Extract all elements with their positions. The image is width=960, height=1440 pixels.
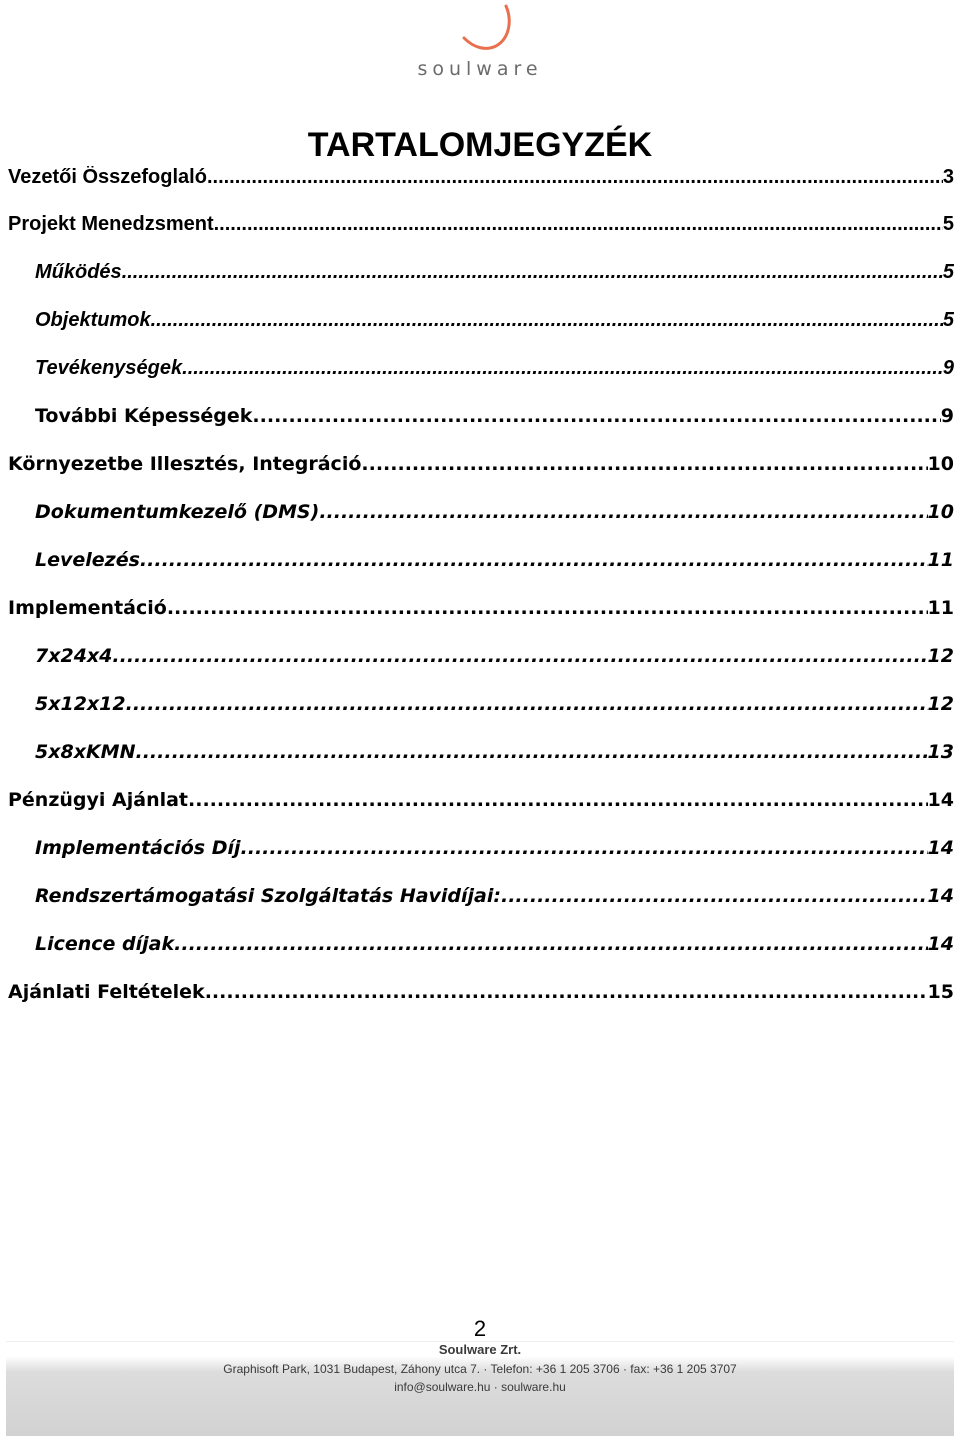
toc-entry-label: Vezetői Összefoglaló — [8, 166, 207, 188]
toc-leader — [188, 789, 928, 811]
toc-entry[interactable] — [8, 453, 954, 475]
logo-swirl-icon — [460, 4, 520, 54]
toc-entry-page: 14 — [927, 885, 954, 907]
page-number: 2 — [473, 1316, 487, 1341]
toc-entry[interactable] — [8, 789, 954, 811]
toc-entry-page: 12 — [927, 645, 954, 667]
toc-entry-page: 12 — [927, 693, 954, 715]
toc-entry-label: Levelezés — [35, 549, 140, 571]
toc-entry-page: 14 — [927, 933, 954, 955]
toc-entry-label: 5x12x12 — [35, 693, 126, 715]
footer-address: Graphisoft Park, 1031 Budapest, Záhony utca 7. · Telefon: +36 1 205 3706 · fax: +36 1 205 3707 — [223, 1362, 737, 1376]
toc-entry-label: Ajánlati Feltételek — [8, 981, 205, 1003]
toc-entry-label: Objektumok — [35, 309, 151, 331]
toc-leader — [174, 933, 927, 955]
toc-leader — [361, 453, 927, 475]
toc-leader — [112, 645, 927, 667]
toc-entry[interactable] — [35, 549, 954, 571]
toc-entry-page: 5 — [942, 213, 954, 235]
toc-leader — [167, 597, 928, 619]
toc-entry-page: 9 — [942, 357, 954, 379]
toc-entry-page: 5 — [942, 261, 954, 283]
toc-entry-page: 5 — [942, 309, 954, 331]
toc-leader — [214, 213, 943, 236]
toc-entry-label: Implementációs Díj — [35, 837, 241, 859]
toc-entry-page: 13 — [927, 741, 954, 763]
toc-entry-label: Licence díjak — [35, 933, 175, 955]
toc-leader — [319, 501, 927, 523]
toc-leader — [207, 166, 943, 189]
toc-entry-page: 10 — [927, 453, 954, 475]
toc-leader — [151, 309, 943, 332]
toc-entry[interactable] — [8, 597, 954, 619]
toc-entry-page: 9 — [940, 405, 954, 427]
toc-entry-label: 7x24x4 — [35, 645, 113, 667]
toc-entry[interactable] — [35, 261, 954, 284]
toc-entry-label: Működés — [35, 261, 122, 283]
toc-entry-label: Pénzügyi Ajánlat — [8, 789, 189, 811]
toc-leader — [205, 981, 928, 1003]
toc-entry[interactable] — [35, 309, 954, 332]
toc-entry[interactable] — [35, 837, 954, 859]
footer-contact: info@soulware.hu · soulware.hu — [394, 1380, 566, 1394]
toc-entry-page: 14 — [927, 837, 954, 859]
toc-entry[interactable] — [35, 741, 954, 763]
footer-company: Soulware Zrt. — [438, 1342, 522, 1357]
logo-wordmark: soulware — [417, 58, 543, 80]
company-logo — [0, 0, 960, 90]
toc-entry[interactable] — [35, 693, 954, 715]
toc-entry-label: Környezetbe Illesztés, Integráció — [8, 453, 362, 475]
toc-entry[interactable] — [8, 166, 954, 189]
toc-entry[interactable] — [35, 501, 954, 523]
toc-entry-label: Implementáció — [8, 597, 167, 619]
toc-leader — [122, 261, 943, 284]
toc-leader — [135, 741, 927, 763]
toc-entry-page: 11 — [927, 597, 954, 619]
toc-entry-label: Projekt Menedzsment — [8, 213, 214, 235]
toc-entry-label: További Képességek — [35, 405, 253, 427]
toc-entry[interactable] — [8, 213, 954, 236]
toc-entry-page: 14 — [927, 789, 954, 811]
toc-leader — [252, 405, 940, 427]
toc-entry[interactable] — [8, 981, 954, 1003]
toc-entry-page: 3 — [942, 166, 954, 188]
toc-entry-page: 11 — [927, 549, 954, 571]
toc-entry[interactable] — [35, 405, 954, 427]
toc-entry[interactable] — [35, 357, 954, 380]
toc-entry-label: Rendszertámogatási Szolgáltatás Havidíjai: — [35, 885, 501, 907]
toc-entry[interactable] — [35, 645, 954, 667]
toc-entry[interactable] — [35, 885, 954, 907]
toc-leader — [126, 693, 928, 715]
toc-entry[interactable] — [35, 933, 954, 955]
toc-leader — [501, 885, 928, 907]
page-title: TARTALOMJEGYZÉK — [307, 126, 653, 164]
toc-leader — [140, 549, 928, 571]
toc-entry-label: Tevékenységek — [35, 357, 183, 379]
toc-entry-label: 5x8xKMN — [35, 741, 136, 763]
toc-entry-page: 10 — [927, 501, 954, 523]
toc-entry-page: 15 — [927, 981, 954, 1003]
toc-leader — [182, 357, 943, 380]
toc-entry-label: Dokumentumkezelő (DMS) — [35, 501, 320, 523]
toc-leader — [241, 837, 928, 859]
